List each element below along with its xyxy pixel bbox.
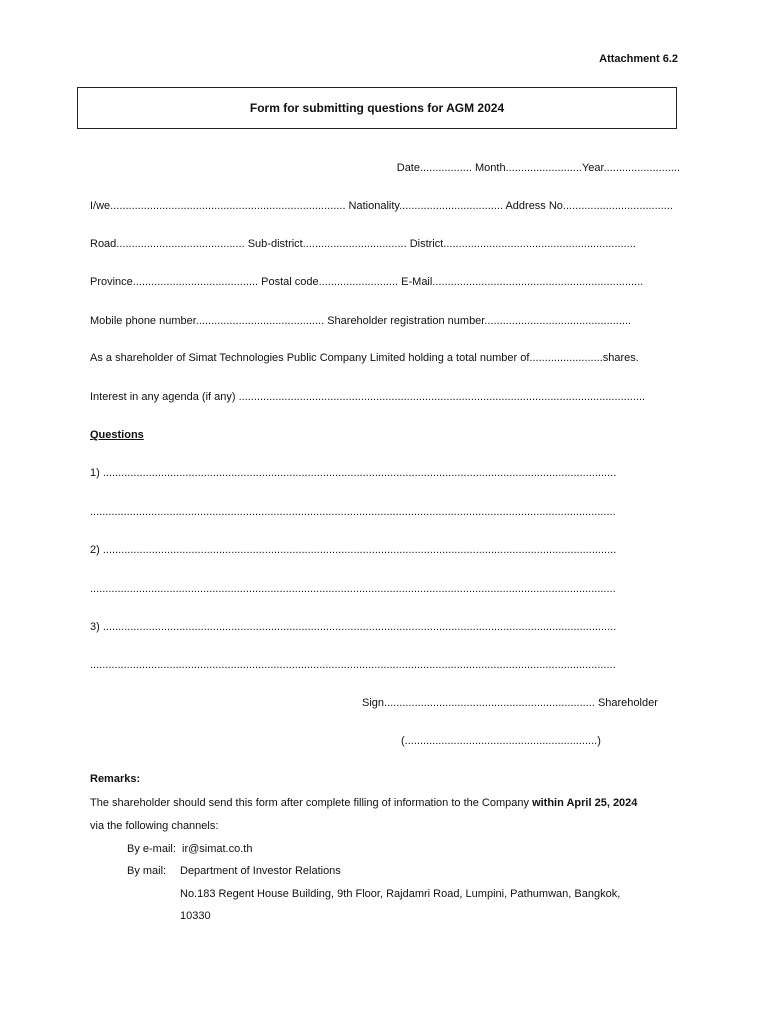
question-2-line[interactable]: 2) ........................................................................................................................................................................ — [90, 544, 617, 556]
remarks-text-line2: via the following channels: — [90, 820, 219, 832]
question-1-line[interactable]: 1) ........................................................................................................................................................................ — [90, 467, 617, 479]
signature-name-line[interactable]: (...............................................................) — [401, 735, 601, 747]
mail-address-line2: 10330 — [180, 910, 211, 922]
questions-heading: Questions — [90, 429, 144, 441]
name-nationality-address-line[interactable]: I/we............................................................................. Nationality.................................. Address No.................................... — [90, 200, 673, 212]
form-title: Form for submitting questions for AGM 2024 — [249, 101, 505, 115]
remarks-text — [90, 797, 637, 809]
question-1-continuation[interactable]: ............................................................................................................................................................................ — [90, 506, 616, 518]
interest-agenda-line[interactable]: Interest in any agenda (if any) ..................................................................................................................................... — [90, 391, 646, 403]
road-subdistrict-district-line[interactable]: Road.......................................... Sub-district.................................. District............................................................... — [90, 238, 636, 250]
date-line[interactable]: Date................. Month.........................Year......................... — [396, 162, 680, 174]
remarks-heading: Remarks: — [90, 773, 141, 785]
question-3-continuation[interactable]: ............................................................................................................................................................................ — [90, 659, 616, 671]
email-label: By e-mail: — [127, 843, 176, 855]
remarks-deadline: within April 25, 2024 — [532, 797, 638, 809]
question-2-continuation[interactable]: ............................................................................................................................................................................ — [90, 583, 616, 595]
mobile-registration-line[interactable]: Mobile phone number.......................................... Shareholder registration number................................................ — [90, 315, 632, 327]
question-3-line[interactable]: 3) ........................................................................................................................................................................ — [90, 621, 617, 633]
remarks-text-plain: The shareholder should send this form after complete filling of information to the Company — [90, 797, 533, 809]
province-postal-email-line[interactable]: Province......................................... Postal code.......................... E-Mail..................................................................... — [90, 276, 644, 288]
mail-label: By mail: — [127, 865, 167, 877]
form-title-box — [77, 87, 677, 129]
mail-department: Department of Investor Relations — [180, 865, 341, 877]
shareholder-holding-line[interactable]: As a shareholder of Simat Technologies Public Company Limited holding a total number of........................shares. — [90, 352, 639, 364]
attachment-label: Attachment 6.2 — [599, 53, 678, 65]
email-value[interactable]: ir@simat.co.th — [182, 843, 253, 855]
mail-address-line1: No.183 Regent House Building, 9th Floor, Rajdamri Road, Lumpini, Pathumwan, Bangkok, — [180, 888, 621, 900]
signature-line[interactable]: Sign..................................................................... Shareholder — [362, 697, 658, 709]
